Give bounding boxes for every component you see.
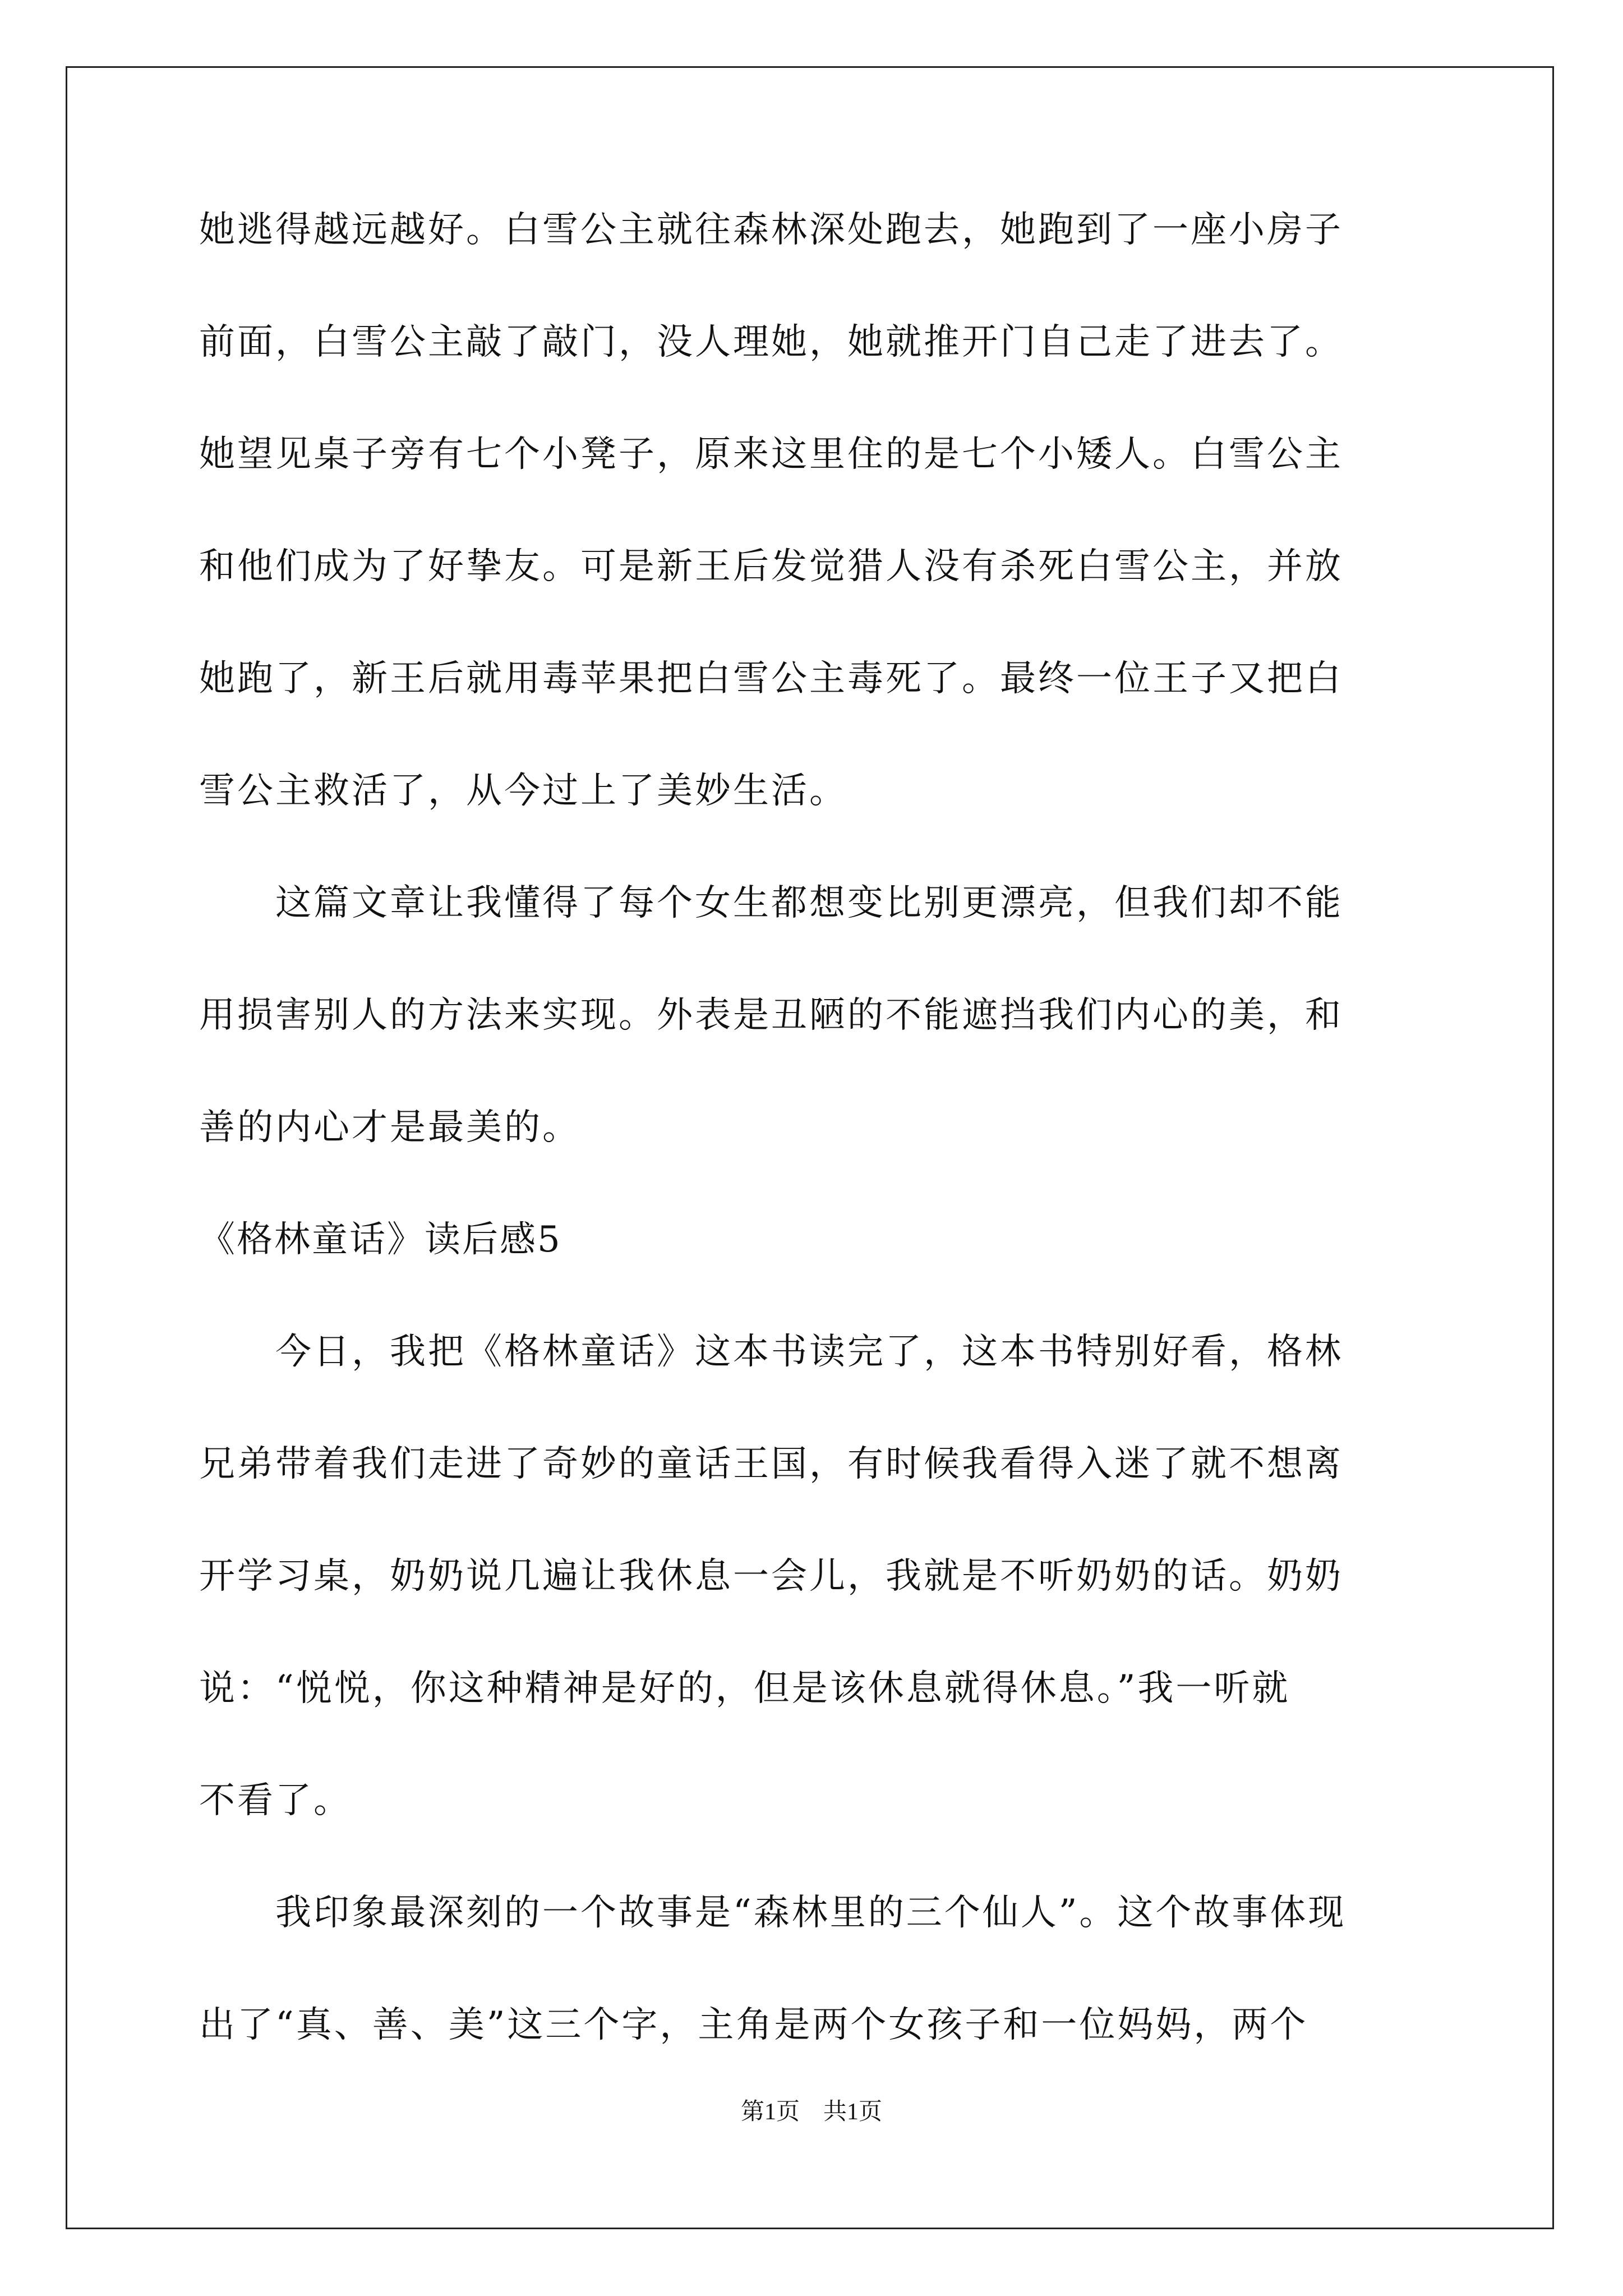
- text-line: 兄弟带着我们走进了奇妙的童话王国，有时候我看得入迷了就不想离: [199, 1443, 1343, 1485]
- text-line: 前面，白雪公主敲了敲门，没人理她，她就推开门自己走了进去了。: [199, 321, 1343, 363]
- page-footer: 第1页 共1页: [740, 2099, 882, 2125]
- text-line: 雪公主救活了，从今过上了美妙生活。: [199, 770, 847, 812]
- text-line: 我印象最深刻的一个故事是“森林里的三个仙人”。这个故事体现: [199, 1892, 1347, 1934]
- text-line: 她逃得越远越好。白雪公主就往森林深处跑去，她跑到了一座小房子: [199, 209, 1343, 251]
- text-line: 和他们成为了好挚友。可是新王后发觉猎人没有杀死白雪公主，并放: [199, 546, 1343, 587]
- text-line: 今日，我把《格林童话》这本书读完了，这本书特别好看，格林: [199, 1331, 1343, 1373]
- text-line: 说：“悦悦，你这种精神是好的，但是该休息就得休息。”我一听就: [199, 1668, 1290, 1709]
- text-line: 她跑了，新王后就用毒苹果把白雪公主毒死了。最终一位王子又把白: [199, 658, 1343, 700]
- text-line: 她望见桌子旁有七个小凳子，原来这里住的是七个小矮人。白雪公主: [199, 434, 1343, 475]
- text-line: 出了“真、善、美”这三个字，主角是两个女孩子和一位妈妈，两个: [199, 2004, 1308, 2046]
- text-line: 善的内心才是最美的。: [199, 1107, 580, 1148]
- text-line: 用损害别人的方法来实现。外表是丑陋的不能遮挡我们内心的美，和: [199, 995, 1343, 1036]
- text-line: 这篇文章让我懂得了每个女生都想变比别更漂亮，但我们却不能: [199, 882, 1343, 924]
- document-body: [199, 208, 1422, 2115]
- text-line: 不看了。: [199, 1780, 352, 1821]
- section-title: 《格林童话》读后感5: [199, 1219, 562, 1260]
- text-line: 开学习桌，奶奶说几遍让我休息一会儿，我就是不听奶奶的话。奶奶: [199, 1556, 1343, 1597]
